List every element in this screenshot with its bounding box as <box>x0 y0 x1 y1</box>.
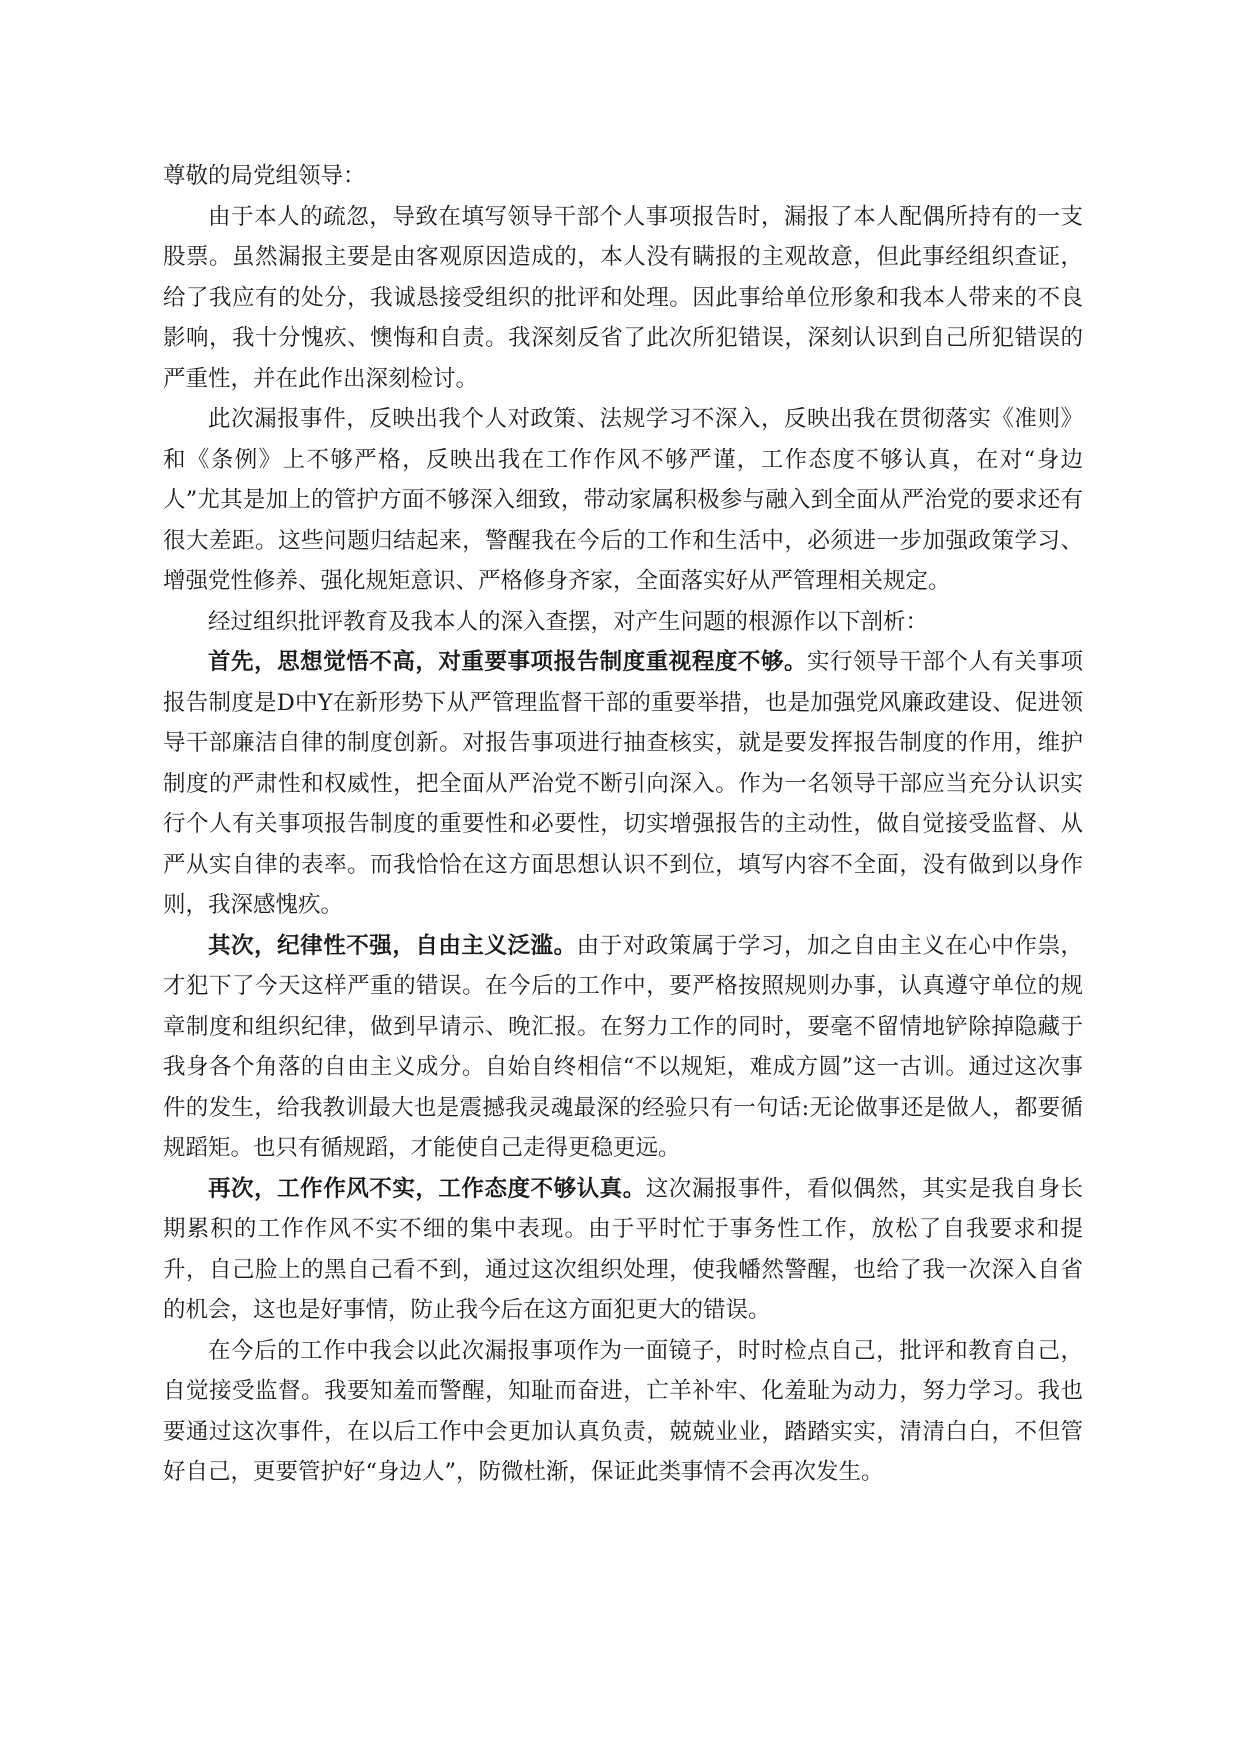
paragraph-1 <box>163 197 1083 400</box>
paragraph-lead-heading: 再次，工作作风不实，工作态度不够认真。 <box>208 1175 646 1202</box>
paragraph-text: 在今后的工作中我会以此次漏报事项作为一面镜子，时时检点自己，批评和教育自己，自觉接受监督。我要知羞而警醒，知耻而奋进，亡羊补牢、化羞耻为动力，努力学习。我也要通过这次事件，在以后工作中会更加认真负责，兢兢业业，踏踏实实，清清白白，不但管好自己，更要管护好“身边人”，防微杜渐，保证此类事情不会再次发生。 <box>163 1337 1083 1485</box>
paragraph-text: 此次漏报事件，反映出我个人对政策、法规学习不深入，反映出我在贯彻落实《准则》和《条例》上不够严格，反映出我在工作作风不够严谨，工作态度不够认真，在对“身边人”尤其是加上的管护方面不够深入细致，带动家属积极参与融入到全面从严治党的要求还有很大差距。这些问题归结起来，警醒我在今后的工作和生活中，必须进一步加强政策学习、增强党性修养、强化规矩意识、严格修身齐家，全面落实好从严管理相关规定。 <box>163 406 1083 594</box>
paragraph-lead-heading: 其次，纪律性不强，自由主义泛滥。 <box>208 932 577 959</box>
paragraph-2 <box>163 399 1083 602</box>
paragraph-5 <box>163 926 1083 1169</box>
paragraph-lead-heading: 首先，思想觉悟不高，对重要事项报告制度重视程度不够。 <box>208 649 808 675</box>
document-body <box>163 156 1083 1493</box>
paragraph-3 <box>163 602 1083 643</box>
paragraph-text: 由于本人的疏忽，导致在填写领导干部个人事项报告时，漏报了本人配偶所持有的一支股票。虽然漏报主要是由客观原因造成的，本人没有瞒报的主观故意，但此事经组织查证，给了我应有的处分，我诚恳接受组织的批评和处理。因此事给单位形象和我本人带来的不良影响，我十分愧疚、懊悔和自责。我深刻反省了此次所犯错误，深刻认识到自己所犯错误的严重性，并在此作出深刻检讨。 <box>163 203 1083 392</box>
paragraph-text: 经过组织批评教育及我本人的深入查摆，对产生问题的根源作以下剖析： <box>208 608 929 635</box>
paragraph-text: 实行领导干部个人有关事项报告制度是D中Y在新形势下从严管理监督干部的重要举措，也是加强党风廉政建设、促进领导干部廉洁自律的制度创新。对报告事项进行抽查核实，就是要发挥报告制度的作用，维护制度的严肃性和权威性，把全面从严治党不断引向深入。作为一名领导干部应当充分认识实行个人有关事项报告制度的重要性和必要性，切实增强报告的主动性，做自觉接受监督、从严从实自律的表率。而我恰恰在这方面思想认识不到位，填写内容不全面，没有做到以身作则，我深感愧疚。 <box>163 649 1083 918</box>
salutation: 尊敬的局党组领导： <box>163 163 366 189</box>
paragraph-text: 由于对政策属于学习，加之自由主义在心中作祟，才犯下了今天这样严重的错误。在今后的工作中，要严格按照规则办事，认真遵守单位的规章制度和组织纪律，做到早请示、晚汇报。在努力工作的同时，要毫不留情地铲除掉隐藏于我身各个角落的自由主义成分。自始自终相信“不以规矩，难成方圆”这一古训。通过这次事件的发生，给我教训最大也是震撼我灵魂最深的经验只有一句话:无论做事还是做人，都要循规蹈矩。也只有循规蹈，才能使自己走得更稳更远。 <box>163 932 1083 1161</box>
paragraph-4 <box>163 642 1083 926</box>
paragraph-7 <box>163 1331 1083 1493</box>
paragraph-6 <box>163 1169 1083 1331</box>
paragraph-text: 这次漏报事件，看似偶然，其实是我自身长期累积的工作作风不实不细的集中表现。由于平时忙于事务性工作，放松了自我要求和提升，自己脸上的黑自己看不到，通过这次组织处理，使我幡然警醒，也给了我一次深入自省的机会，这也是好事情，防止我今后在这方面犯更大的错误。 <box>163 1175 1083 1323</box>
